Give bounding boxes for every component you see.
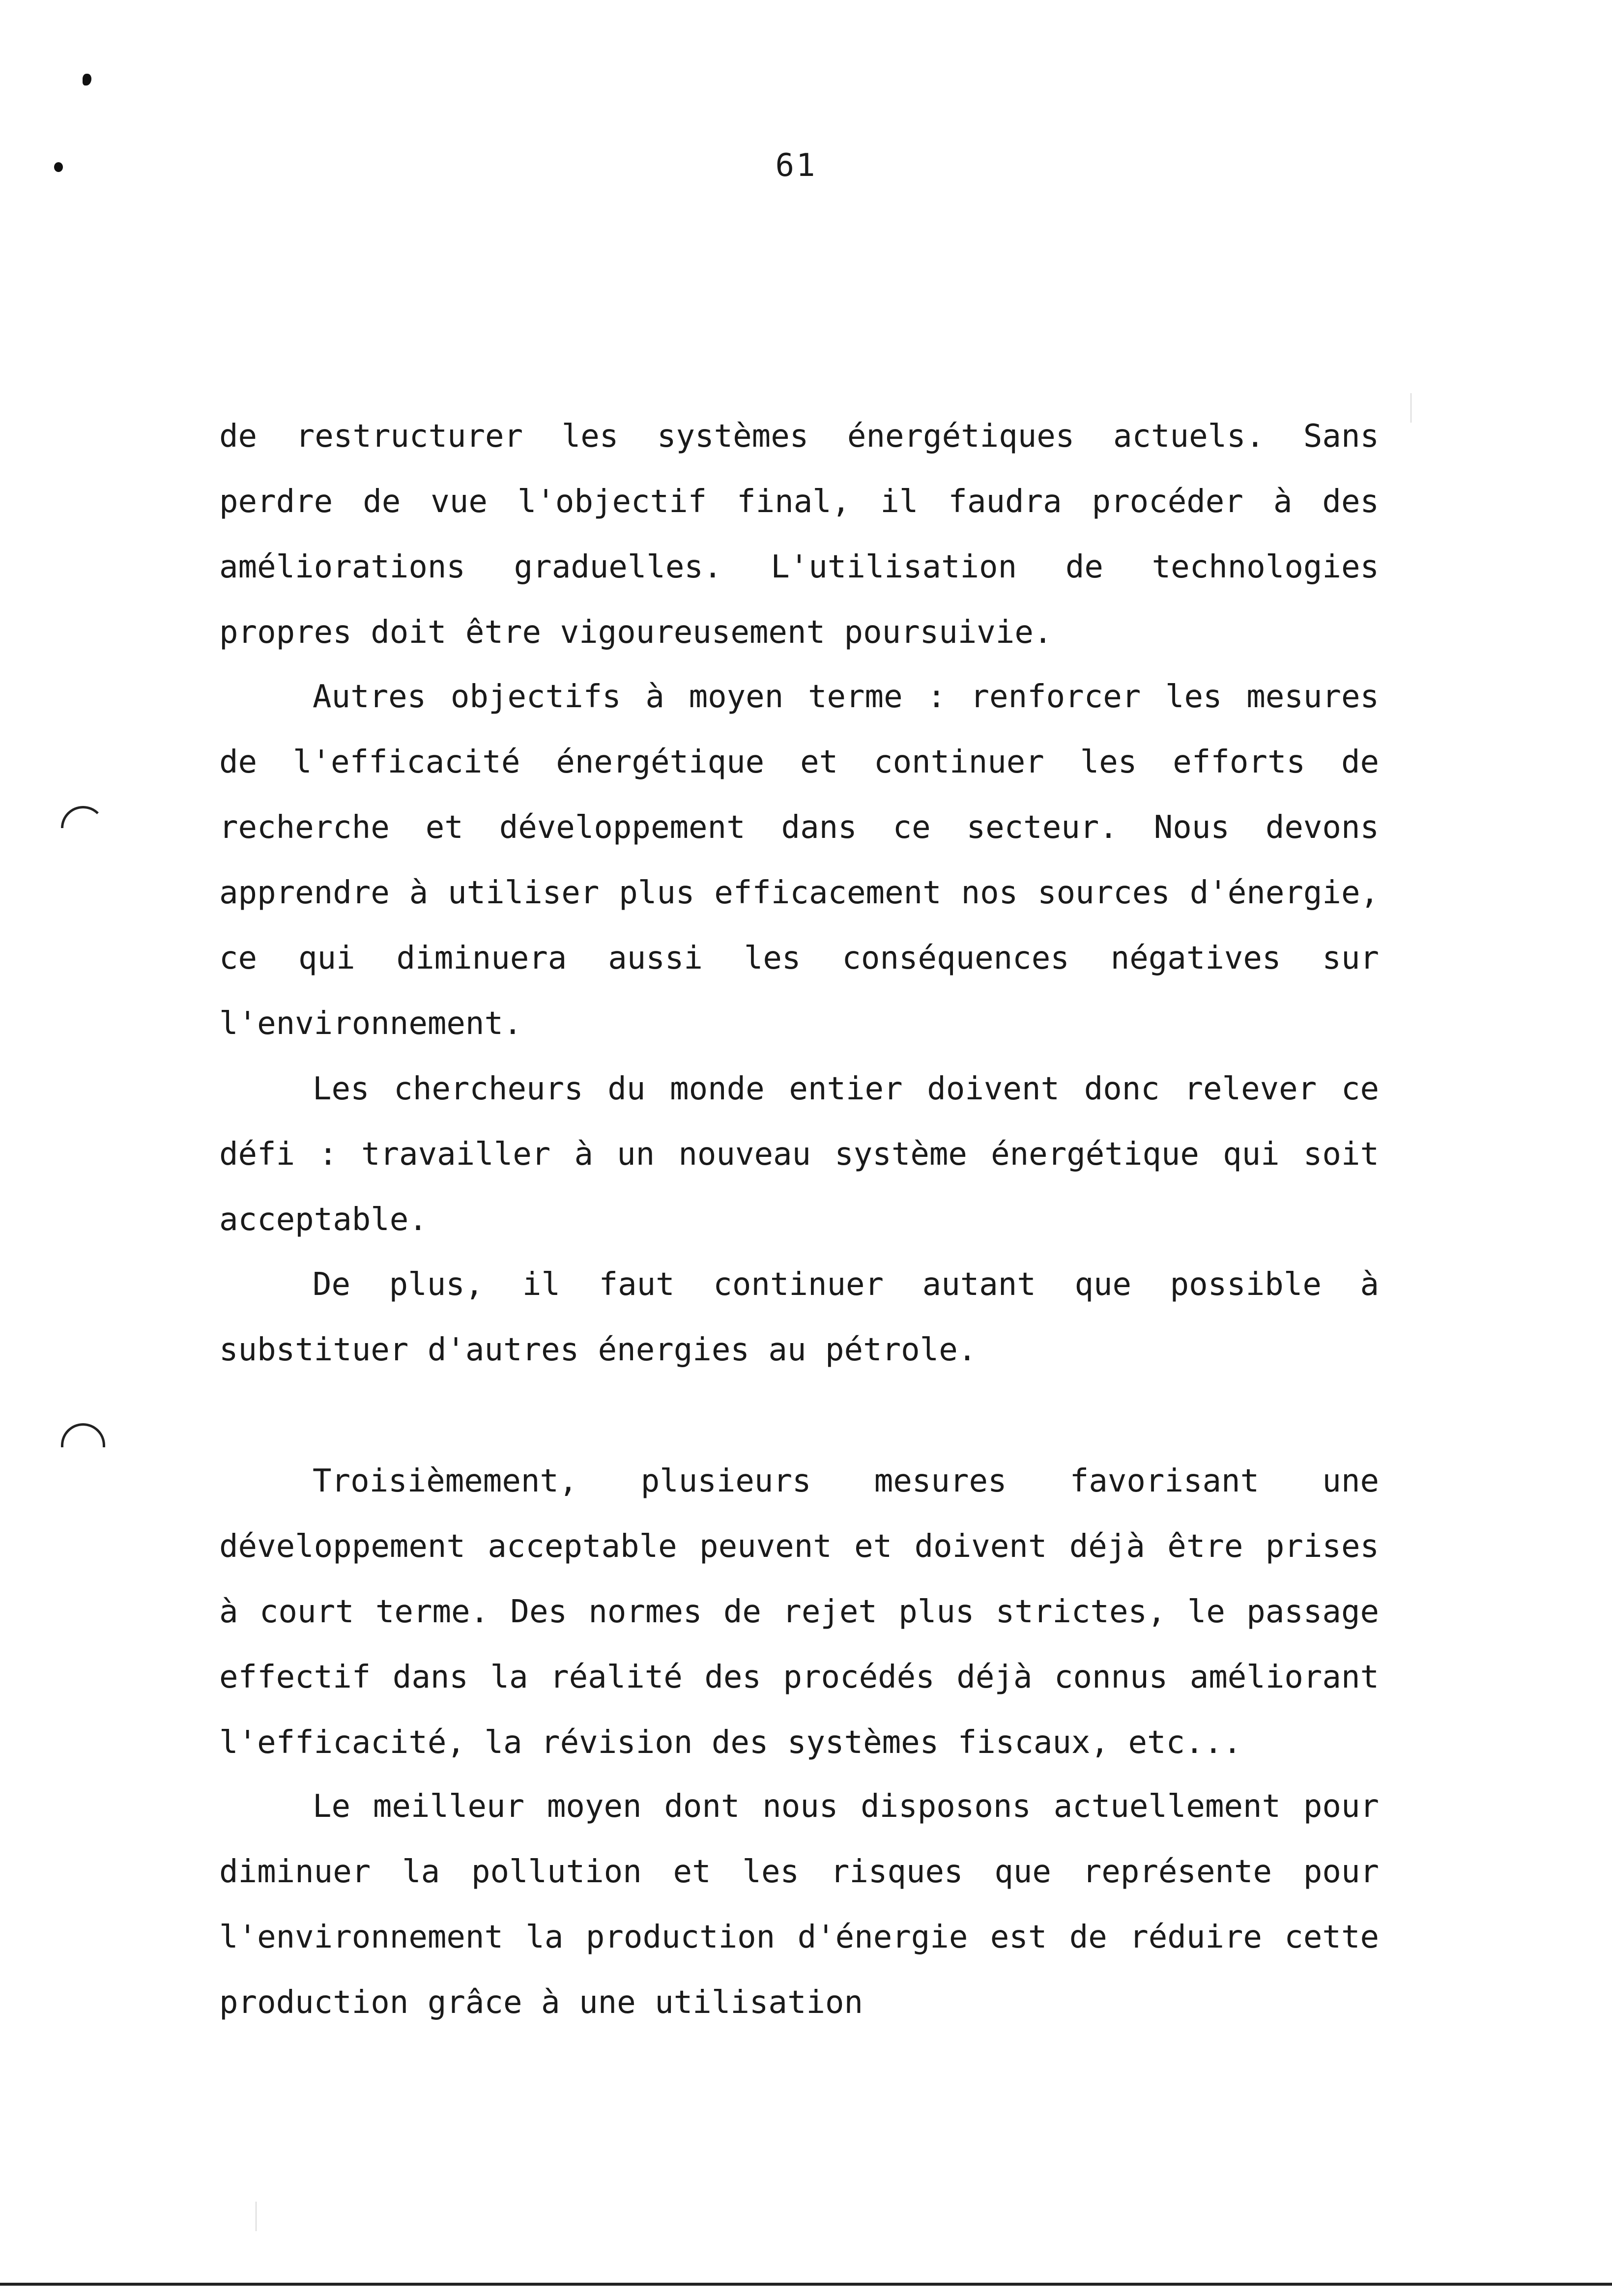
paragraph-text: Troisièmement, plusieurs mesures favorisant une développement acceptable peuvent et doivent déjà être prises à court terme. Des normes de rejet plus strictes, le passage effectif dans la réalité des procédés déjà connus améliorant l'efficacité, la révision des systèmes fiscaux, etc... <box>219 1463 1379 1761</box>
punch-hole-mark <box>61 806 105 828</box>
paragraph <box>219 1252 1379 1383</box>
punch-hole-mark <box>61 1423 105 1447</box>
paragraph <box>219 664 1379 1057</box>
paragraph <box>219 1057 1379 1253</box>
paragraph <box>219 404 1379 665</box>
scan-artifact <box>256 2202 257 2231</box>
scan-artifact <box>1410 393 1411 423</box>
paragraph-text: Autres objectifs à moyen terme : renforcer les mesures de l'efficacité énergétique et continuer les efforts de recherche et développement dans ce secteur. Nous devons apprendre à utiliser plus efficacement nos sources d'énergie, ce qui diminuera aussi les conséquences négatives sur l'environnement. <box>219 679 1379 1042</box>
bottom-edge-line <box>0 2283 1612 2286</box>
paragraph-text: De plus, il faut continuer autant que possible à substituer d'autres énergies au pétrole. <box>219 1266 1379 1368</box>
paragraph <box>219 1449 1379 1776</box>
scan-speck <box>54 162 63 172</box>
paragraph-text: Les chercheurs du monde entier doivent donc relever ce défi : travailler à un nouveau système énergétique qui soit acceptable. <box>219 1071 1379 1238</box>
paragraph-text: Le meilleur moyen dont nous disposons actuellement pour diminuer la pollution et les risques que représente pour l'environnement la production d'énergie est de réduire cette production grâce à une utilisation <box>219 1788 1379 2021</box>
paragraph-text: de restructurer les systèmes énergétiques actuels. Sans perdre de vue l'objectif final, il faudra procéder à des améliorations graduelles. L'utilisation de technologies propres doit être vigoureusement poursuivie. <box>219 418 1379 651</box>
page-number: 61 <box>775 147 817 184</box>
paragraph <box>219 1774 1379 2036</box>
scan-speck <box>83 74 91 86</box>
